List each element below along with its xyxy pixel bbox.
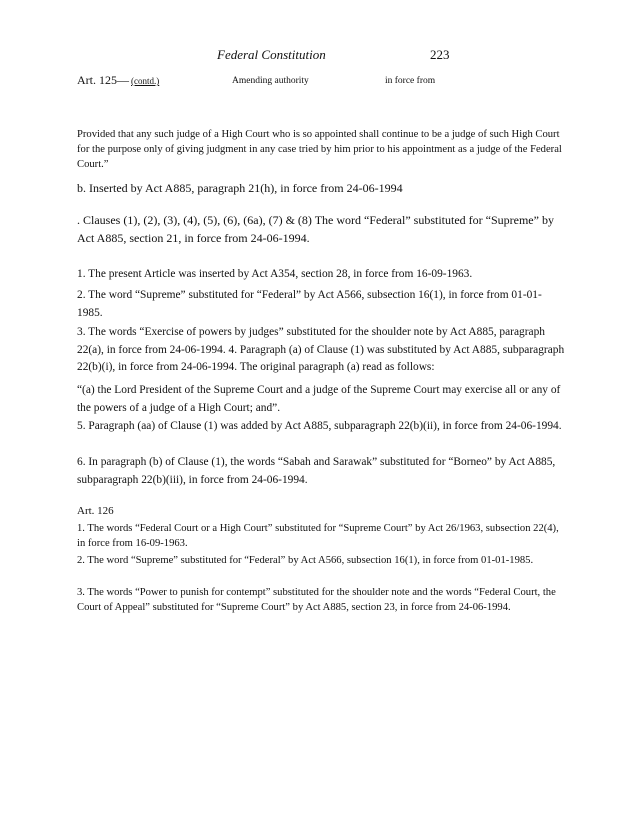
footnote-1: 1. The present Article was inserted by Act A354, section 28, in force from 16-09-1963. [77,268,473,280]
contd-label: (contd.) [131,76,160,86]
footnote-5: 5. Paragraph (aa) of Clause (1) was added by Act A885, subparagraph 22(b)(ii), in force from 24-06-1994. [77,420,562,432]
column-label-amending-authority: Amending authority [232,76,309,86]
footnote-2: 2. The word “Supreme” substituted for “Federal” by Act A566, subsection 16(1), in force from 01-01-1985. [77,289,542,319]
running-header-title: Federal Constitution [217,47,326,62]
page-number: 223 [430,47,450,62]
column-label-in-force-from: in force from [385,76,436,86]
proviso-paragraph: Provided that any such judge of a High Court who is so appointed shall continue to be a judge of such High Court for the purpose only of giving judgment in any case tried by him prior to his appointment as a judge of the Federal Court.” [77,129,562,170]
article-126-heading: Art. 126 [77,505,114,517]
footnote-3-4: 3. The words “Exercise of powers by judges” substituted for the shoulder note by Act A885, paragraph 22(a), in force from 24-06-1994. 4. Paragraph (a) of Clause (1) was substituted by Act A885, subparagraph 22(b)(i), in force from 24-06-1994. The original paragraph (a) read as follows: [77,326,565,373]
art126-footnote-2: 2. The word “Supreme” substituted for “Federal” by Act A566, subsection 16(1), in force from 01-01-1985. [77,555,534,566]
art126-footnote-1: 1. The words “Federal Court or a High Court” substituted for “Supreme Court” by Act 26/1963, subsection 22(4), in force from 16-09-1963. [77,523,559,549]
art126-footnote-3: 3. The words “Power to punish for contempt” substituted for the shoulder note and the words “Federal Court, the Court of Appeal” substituted for “Supreme Court” by Act A885, section 23, in force from 24-06-1994. [77,587,556,613]
original-paragraph-quote: “(a) the Lord President of the Supreme Court and a judge of the Supreme Court may exercise all or any of the powers of a judge of a High Court; and”. [77,384,561,414]
note-b: b. Inserted by Act A885, paragraph 21(h), in force from 24-06-1994 [77,181,403,195]
article-heading [77,73,159,88]
footnote-6: 6. In paragraph (b) of Clause (1), the words “Sabah and Sarawak” substituted for “Borneo” by Act A885, subparagraph 22(b)(iii), in force from 24-06-1994. [77,456,556,486]
clauses-note: . Clauses (1), (2), (3), (4), (5), (6), (6a), (7) & (8) The word “Federal” substituted for “Supreme” by Act A885, section 21, in force from 24-06-1994. [77,213,554,245]
article-number: Art. 125— [77,73,129,87]
